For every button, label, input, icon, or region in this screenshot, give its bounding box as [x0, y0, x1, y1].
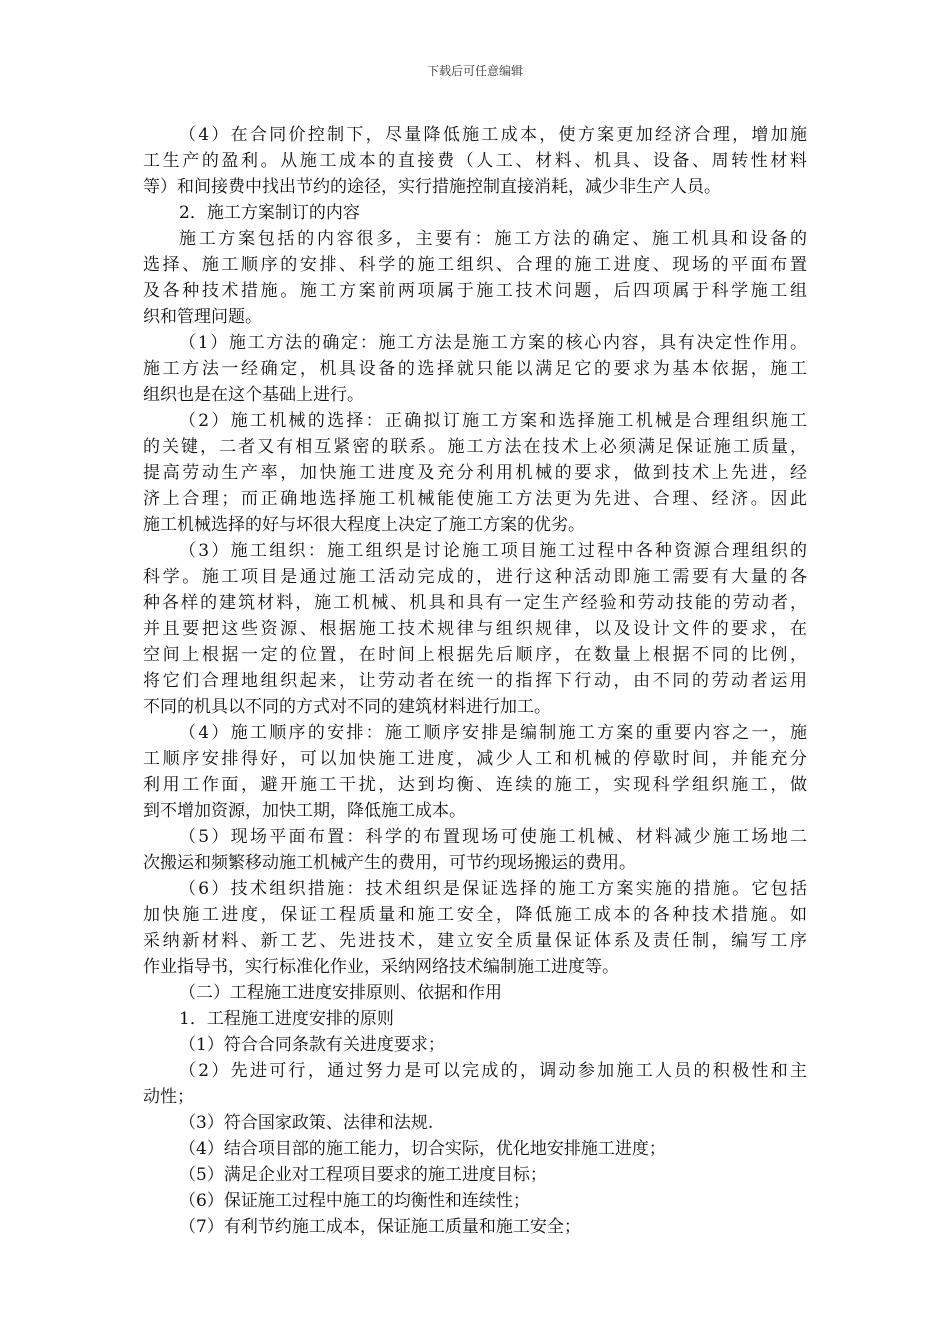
- text-line: 及各种技术措施。施工方案前两项属于施工技术问题，后四项属于科学施工组: [143, 281, 807, 301]
- section-heading: 2．施工方案制订的内容: [179, 203, 360, 223]
- text-line: 的关键，二者又有相互紧密的联系。施工方法在技术上必须满足保证施工质量，: [143, 437, 807, 457]
- text-line: （3）施工组织：施工组织是讨论施工项目施工过程中各种资源合理组织的: [179, 541, 807, 561]
- text-line: 次搬运和频繁移动施工机械产生的费用，可节约现场搬运的费用。: [143, 853, 636, 873]
- text-line: 施工方法一经确定，机具设备的选择就只能以满足它的要求为基本依据，施工: [143, 359, 807, 379]
- text-line: 施工机械选择的好与坏很大程度上决定了施工方案的优劣。: [143, 515, 585, 535]
- text-line: 提高劳动生产率，加快施工进度及充分利用机械的要求，做到技术上先进，经: [143, 463, 807, 483]
- text-line: （5）现场平面布置：科学的布置现场可使施工机械、材料减少施工场地二: [179, 827, 807, 847]
- list-item: （5）满足企业对工程项目要求的施工进度目标；: [179, 1165, 547, 1185]
- list-item: （3）符合国家政策、法律和法规.: [179, 1113, 434, 1133]
- text-line: 等）和间接费中找出节约的途径，实行措施控制直接消耗，减少非生产人员。: [143, 177, 721, 197]
- list-item: （4）结合项目部的施工能力，切合实际，优化地安排施工进度；: [179, 1139, 666, 1159]
- text-line: （1）施工方法的确定：施工方法是施工方案的核心内容，具有决定性作用。: [179, 333, 807, 353]
- page-header: 下载后可任意编辑: [426, 64, 523, 78]
- text-line: 到不增加资源，加快工期，降低施工成本。: [143, 801, 466, 821]
- list-item: （2）先进可行，通过努力是可以完成的，调动参加施工人员的积极性和主: [179, 1061, 807, 1081]
- text-line: 空间上根据一定的位置，在时间上根据先后顺序，在数量上根据不同的比例，: [143, 645, 807, 665]
- text-line: 不同的机具以不同的方式对不同的建筑材料进行加工。: [143, 697, 551, 717]
- text-line: 组织也是在这个基础上进行。: [143, 385, 364, 405]
- text-line: （4）施工顺序的安排：施工顺序安排是编制施工方案的重要内容之一，施: [179, 723, 807, 743]
- document-body: [143, 122, 807, 1240]
- text-line: 加快施工进度，保证工程质量和施工安全，降低施工成本的各种技术措施。如: [143, 905, 807, 925]
- text-line: 工顺序安排得好，可以加快施工进度，减少人工和机械的停歇时间，并能充分: [143, 749, 807, 769]
- list-item: （1）符合合同条款有关进度要求；: [179, 1035, 445, 1055]
- text-line: 施工方案包括的内容很多，主要有：施工方法的确定、施工机具和设备的: [179, 229, 807, 249]
- text-line: 种各样的建筑材料，施工机械、机具和具有一定生产经验和劳动技能的劳动者，: [143, 593, 807, 613]
- text-line: （6）技术组织措施：技术组织是保证选择的施工方案实施的措施。它包括: [179, 879, 807, 899]
- text-line: （2）施工机械的选择：正确拟订施工方案和选择施工机械是合理组织施工: [179, 411, 807, 431]
- list-item-continuation: 动性；: [143, 1087, 194, 1107]
- text-line: 济上合理；而正确地选择施工机械能使施工方法更为先进、合理、经济。因此: [143, 489, 807, 509]
- text-line: 将它们合理地组织起来，让劳动者在统一的指挥下行动，由不同的劳动者运用: [143, 671, 807, 691]
- text-line: 并且要把这些资源、根据施工技术规律与组织规律，以及设计文件的要求，在: [143, 619, 807, 639]
- text-line: 采纳新材料、新工艺、先进技术，建立安全质量保证体系及责任制，编写工序: [143, 931, 807, 951]
- text-line: 选择、施工顺序的安排、科学的施工组织、合理的施工进度、现场的平面布置: [143, 255, 807, 275]
- section-heading: （二）工程施工进度安排原则、依据和作用: [179, 983, 502, 1003]
- text-line: 作业指导书，实行标准化作业，采纳网络技术编制施工进度等。: [143, 957, 619, 977]
- text-line: 织和管理问题。: [143, 307, 262, 327]
- text-line: 利用工作面，避开施工干扰，达到均衡、连续的施工，实现科学组织施工，做: [143, 775, 807, 795]
- text-line: 科学。施工项目是通过施工活动完成的，进行这种活动即施工需要有大量的各: [143, 567, 807, 587]
- text-line: （4）在合同价控制下，尽量降低施工成本，使方案更加经济合理，增加施: [179, 125, 807, 145]
- list-item: （6）保证施工过程中施工的均衡性和连续性；: [179, 1191, 530, 1211]
- list-item: （7）有利节约施工成本，保证施工质量和施工安全；: [179, 1217, 581, 1237]
- subsection-heading: 1．工程施工进度安排的原则: [179, 1009, 394, 1029]
- text-line: 工生产的盈利。从施工成本的直接费（人工、材料、机具、设备、周转性材料: [143, 151, 807, 171]
